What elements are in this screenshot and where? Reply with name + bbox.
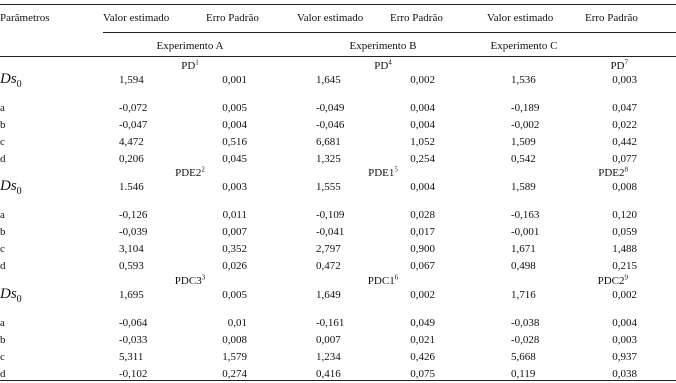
std-error-cell: 0,004: [410, 119, 435, 131]
bottom-rule: [0, 380, 676, 381]
estimate-cell: 1,509: [511, 136, 536, 148]
std-error-cell: 0,004: [410, 181, 435, 193]
std-error-cell: 0,011: [222, 209, 247, 221]
std-error-cell: 0,077: [612, 153, 637, 165]
model-name: PD: [610, 60, 625, 72]
estimate-cell: 1,649: [316, 289, 341, 301]
parameter-label: a: [0, 209, 5, 221]
estimate-cell: -0,028: [511, 334, 540, 346]
estimate-cell: 0,472: [316, 260, 341, 272]
std-error-cell: 0,426: [410, 351, 435, 363]
model-name: PD: [181, 60, 196, 72]
model-name: PDC1: [367, 275, 395, 287]
parameter-label: a: [0, 102, 5, 114]
estimate-cell: 1,695: [119, 289, 144, 301]
parameter-label: b: [0, 119, 6, 131]
estimate-cell: 1,234: [316, 351, 341, 363]
experiment-a-label: Experimento A: [156, 40, 224, 52]
std-error-cell: 0,215: [612, 260, 637, 272]
estimate-cell: -0,002: [511, 119, 540, 131]
header-bottom-rule: [0, 56, 676, 57]
parameter-ds0: $Ds_0$: [0, 286, 22, 305]
estimate-cell: 0,119: [511, 368, 536, 380]
std-error-cell: 0,028: [410, 209, 435, 221]
model-footnote-number: 7: [624, 58, 628, 67]
model-name: PDE1: [368, 167, 395, 179]
estimate-cell: 5,668: [511, 351, 536, 363]
estimate-cell: -0,161: [316, 317, 345, 329]
std-error-cell: 0,254: [410, 153, 435, 165]
model-footnote-number: 4: [388, 58, 392, 67]
std-error-cell: 0,059: [612, 226, 637, 238]
estimate-cell: 0,416: [316, 368, 341, 380]
estimate-cell: -0,189: [511, 102, 540, 114]
std-error-cell: 0,047: [612, 102, 637, 114]
parameter-label: b: [0, 334, 6, 346]
estimate-cell: -0,049: [316, 102, 345, 114]
model-footnote-number: 5: [394, 165, 398, 174]
estimate-cell: -0,163: [511, 209, 540, 221]
parameter-label: b: [0, 226, 6, 238]
std-error-cell: 1,052: [410, 136, 435, 148]
estimate-cell: 2,797: [316, 243, 341, 255]
std-error-cell: 0,021: [410, 334, 435, 346]
std-error-cell: 0,022: [612, 119, 637, 131]
std-error-cell: 0,004: [222, 119, 247, 131]
std-error-cell: 0,352: [222, 243, 247, 255]
std-error-cell: 0,075: [410, 368, 435, 380]
header-col-valor-c: Valor estimado: [487, 12, 554, 24]
parameter-label: c: [0, 243, 5, 255]
model-heading: [368, 167, 398, 180]
std-error-cell: 0,002: [410, 289, 435, 301]
experiment-c-label: Experimento C: [490, 40, 558, 52]
std-error-cell: 0,900: [410, 243, 435, 255]
parameter-label: c: [0, 136, 5, 148]
std-error-cell: 0,017: [410, 226, 435, 238]
estimate-cell: -0,072: [119, 102, 148, 114]
model-heading: [610, 60, 628, 73]
std-error-cell: 0,516: [222, 136, 247, 148]
estimate-cell: -0,102: [119, 368, 148, 380]
experiment-b-label: Experimento B: [349, 40, 417, 52]
estimate-cell: -0,033: [119, 334, 148, 346]
header-mid-rule: [103, 32, 676, 33]
estimate-cell: -0,038: [511, 317, 540, 329]
model-heading: [175, 275, 205, 288]
estimate-cell: 0,206: [119, 153, 144, 165]
model-footnote-number: 1: [195, 58, 199, 67]
std-error-cell: 0,008: [222, 334, 247, 346]
std-error-cell: 0,001: [222, 74, 247, 86]
estimate-cell: 0,542: [511, 153, 536, 165]
parameter-label: a: [0, 317, 5, 329]
model-footnote-number: 9: [624, 273, 628, 282]
std-error-cell: 0,01: [227, 317, 247, 329]
std-error-cell: 0,274: [222, 368, 247, 380]
model-name: PD: [374, 60, 389, 72]
header-parametros: Parâmetros: [0, 12, 50, 24]
parameter-label: d: [0, 260, 6, 272]
std-error-cell: 0,049: [410, 317, 435, 329]
std-error-cell: 0,003: [222, 181, 247, 193]
std-error-cell: 0,026: [222, 260, 247, 272]
estimate-cell: 0,498: [511, 260, 536, 272]
estimate-cell: 6,681: [316, 136, 341, 148]
std-error-cell: 0,038: [612, 368, 637, 380]
estimate-cell: 1,645: [316, 74, 341, 86]
estimate-cell: 1,325: [316, 153, 341, 165]
model-name: PDE2: [175, 167, 202, 179]
std-error-cell: 0,442: [612, 136, 637, 148]
model-name: PDC3: [174, 275, 202, 287]
header-col-erro-b: Erro Padrão: [390, 12, 443, 24]
top-rule: [0, 4, 676, 5]
estimate-cell: -0,109: [316, 209, 345, 221]
estimate-cell: -0,064: [119, 317, 148, 329]
estimate-cell: 1,594: [119, 74, 144, 86]
model-heading: [181, 60, 199, 73]
estimate-cell: 1,536: [511, 74, 536, 86]
std-error-cell: 0,045: [222, 153, 247, 165]
header-col-erro-c: Erro Padrão: [585, 12, 638, 24]
model-heading: [368, 275, 398, 288]
parameter-label: d: [0, 368, 6, 380]
model-heading: [374, 60, 392, 73]
std-error-cell: 0,004: [410, 102, 435, 114]
parameter-label: c: [0, 351, 5, 363]
model-footnote-number: 6: [394, 273, 399, 282]
std-error-cell: 0,937: [612, 351, 637, 363]
estimate-cell: 0,007: [316, 334, 341, 346]
model-name: PDC2: [597, 275, 625, 287]
model-heading: [598, 167, 628, 180]
estimate-cell: 0,593: [119, 260, 144, 272]
std-error-cell: 0,005: [222, 102, 247, 114]
parameter-ds0: $Ds_0$: [0, 71, 22, 90]
estimate-cell: 1,589: [511, 181, 536, 193]
model-footnote-number: 2: [201, 165, 205, 174]
estimate-cell: -0,047: [119, 119, 148, 131]
std-error-cell: 0,067: [410, 260, 435, 272]
estimate-cell: 1,555: [316, 181, 341, 193]
model-heading: [175, 167, 205, 180]
model-footnote-number: 8: [624, 165, 628, 174]
parameter-label: d: [0, 153, 6, 165]
parameter-ds0: $Ds_0$: [0, 178, 22, 197]
estimate-cell: -0,046: [316, 119, 345, 131]
estimate-cell: -0,041: [316, 226, 345, 238]
std-error-cell: 1,579: [222, 351, 247, 363]
estimate-cell: -0,001: [511, 226, 540, 238]
std-error-cell: 1,488: [612, 243, 637, 255]
std-error-cell: 0,120: [612, 209, 637, 221]
estimate-cell: 1,671: [511, 243, 536, 255]
estimate-cell: 4,472: [119, 136, 144, 148]
std-error-cell: 0,003: [612, 334, 637, 346]
header-col-valor-b: Valor estimado: [297, 12, 364, 24]
estimate-cell: -0,039: [119, 226, 148, 238]
model-name: PDE2: [598, 167, 625, 179]
model-footnote-number: 3: [201, 273, 206, 282]
std-error-cell: 0,005: [222, 289, 247, 301]
std-error-cell: 0,002: [410, 74, 435, 86]
estimate-cell: 3,104: [119, 243, 144, 255]
estimate-cell: 1.546: [119, 181, 144, 193]
estimate-cell: -0,126: [119, 209, 148, 221]
header-col-valor-a: Valor estimado: [103, 12, 170, 24]
std-error-cell: 0,003: [612, 74, 637, 86]
std-error-cell: 0,002: [612, 289, 637, 301]
std-error-cell: 0,004: [612, 317, 637, 329]
estimate-cell: 5,311: [119, 351, 144, 363]
std-error-cell: 0,008: [612, 181, 637, 193]
estimate-cell: 1,716: [511, 289, 536, 301]
std-error-cell: 0,007: [222, 226, 247, 238]
header-col-erro-a: Erro Padrão: [206, 12, 259, 24]
model-heading: [598, 275, 628, 288]
